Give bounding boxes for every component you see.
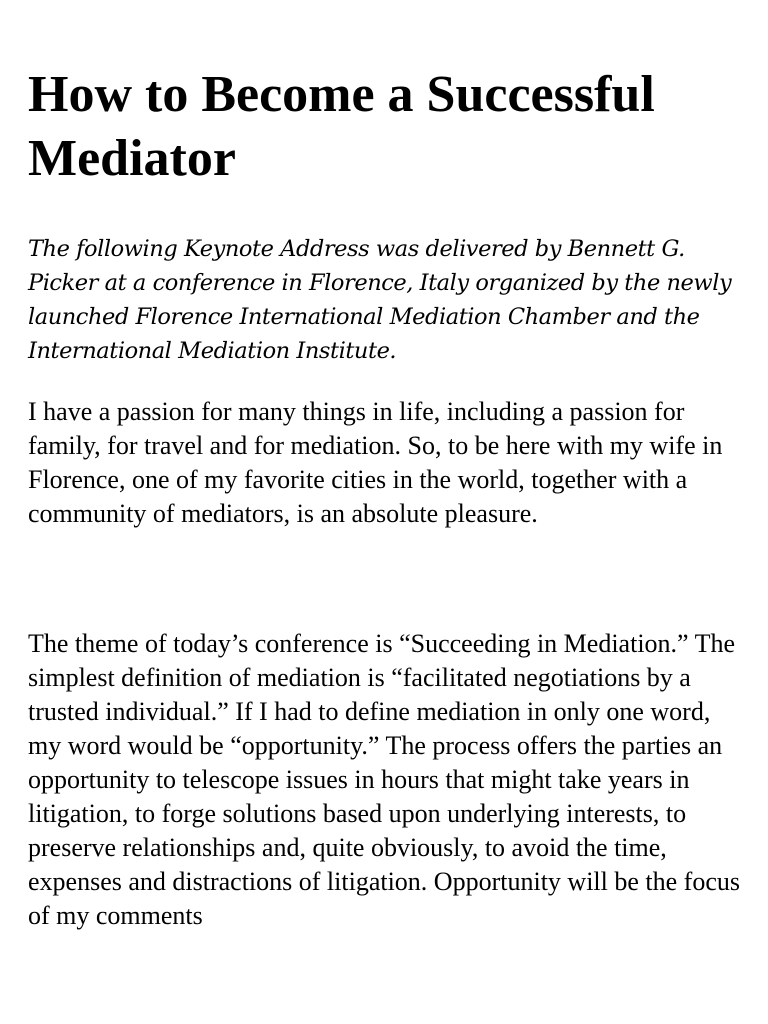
article-paragraph: I have a passion for many things in life, including a passion for family, for travel and for mediation. So, to be here with my wife in Florence, one of my favorite cities in the world, together with a community of mediators, is an absolute pleasure. xyxy=(28,397,723,528)
article-title: How to Become a Successful Mediator xyxy=(28,66,655,187)
article-paragraph: The theme of today’s conference is “Succeeding in Mediation.” The simplest definition of mediation is “facilitated negotiations by a trusted individual.” If I had to define mediation in only one word, my word would be “opportunity.” The process offers the parties an opportunity to telescope issues in hours that might take years in litigation, to forge solutions based upon underlying interests, to preserve relationships and, quite obviously, to avoid the time, expenses and distractions of litigation. Opportunity will be the focus of my comments xyxy=(28,629,740,930)
article-lede: The following Keynote Address was delivered by Bennett G. Picker at a conference in Florence, Italy organized by the newly launched Florence International Mediation Chamber and the International Mediation Institute. xyxy=(28,236,732,364)
